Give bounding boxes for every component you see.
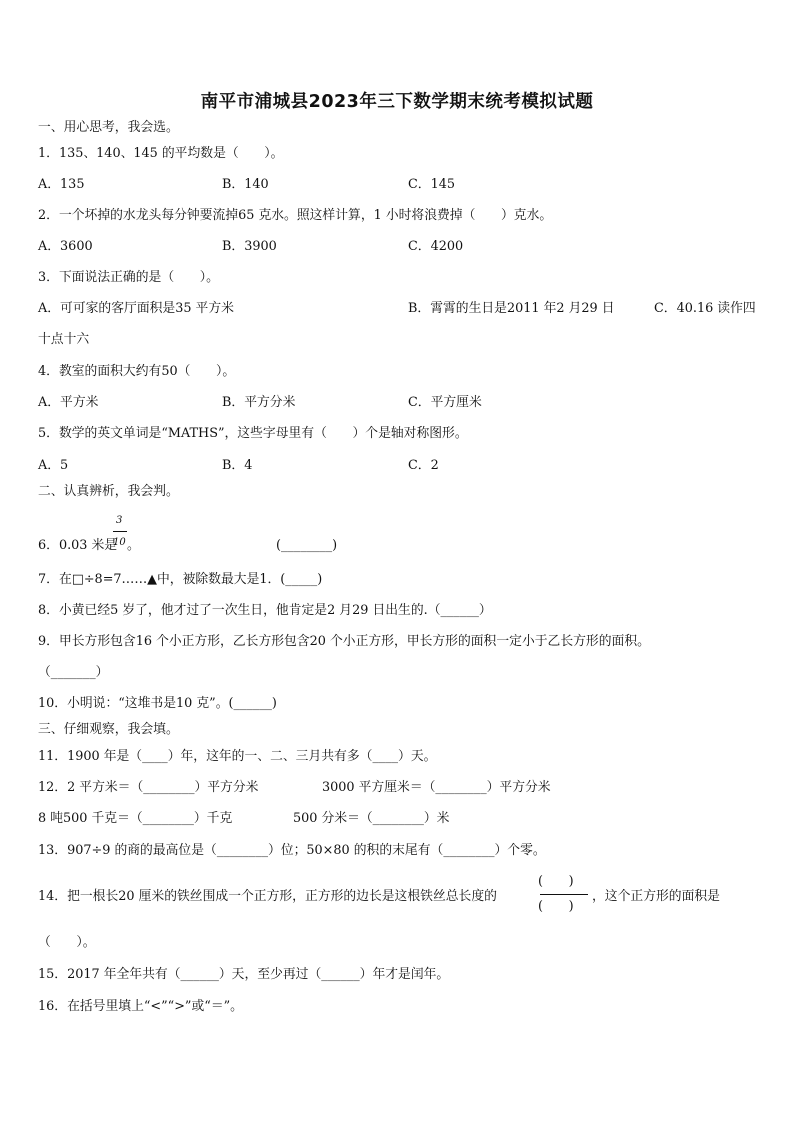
question-6-fraction-denominator: 10 bbox=[113, 537, 126, 548]
question-4-stem: 4．教室的面积大约有50（ ）。 bbox=[38, 364, 236, 379]
question-6-answer-blank[interactable]: (________) bbox=[276, 538, 338, 553]
question-4-option-a: A．平方米 bbox=[38, 395, 99, 410]
question-15-text: 15．2017 年全年共有（______）天，至少再过（______）年才是闰年。 bbox=[38, 967, 450, 982]
question-16-text: 16．在括号里填上“<”“>”或“＝”。 bbox=[38, 999, 243, 1014]
section-heading-2: 二、认真辨析，我会判。 bbox=[38, 484, 179, 499]
question-8-text: 8．小黄已经5 岁了，他才过了一次生日，他肯定是2 月29 日出生的.（______） bbox=[38, 603, 492, 618]
question-3-option-a: A．可可家的客厅面积是35 平方米 bbox=[38, 301, 234, 316]
question-5-option-b: B．4 bbox=[222, 458, 253, 473]
question-9-text: 9．甲长方形包含16 个小正方形，乙长方形包含20 个小正方形，甲长方形的面积一定小于乙长方形的面积。 bbox=[38, 634, 650, 649]
question-11-text: 11．1900 年是（____）年，这年的一、二、三月共有多（____）天。 bbox=[38, 749, 437, 764]
question-4-option-c: C．平方厘米 bbox=[408, 395, 482, 410]
question-2-option-c: C．4200 bbox=[408, 239, 464, 254]
question-5-option-c: C．2 bbox=[408, 458, 439, 473]
question-1-stem: 1．135、140、145 的平均数是（ ）。 bbox=[38, 146, 284, 161]
section-heading-1: 一、用心思考，我会选。 bbox=[38, 120, 179, 135]
question-3-option-c: C．40.16 读作四 bbox=[654, 301, 756, 316]
question-2-stem: 2．一个坏掉的水龙头每分钟要流掉65 克水。照这样计算，1 小时将浪费掉（ ）克水。 bbox=[38, 208, 553, 223]
question-6-text: 6．0.03 米是 bbox=[38, 538, 118, 553]
question-6-tail: 。 bbox=[127, 538, 140, 553]
question-4-option-b: B．平方分米 bbox=[222, 395, 296, 410]
question-3-option-b: B．霄霄的生日是2011 年2 月29 日 bbox=[408, 301, 615, 316]
question-2-option-a: A．3600 bbox=[38, 239, 93, 254]
question-12-part-d: 500 分米＝（________）米 bbox=[293, 811, 450, 826]
question-12-part-b: 3000 平方厘米＝（________）平方分米 bbox=[322, 780, 551, 795]
question-10-text: 10．小明说：“这堆书是10 克”。(______) bbox=[38, 696, 277, 711]
page-title: 南平市浦城县2023年三下数学期末统考模拟试题 bbox=[200, 92, 594, 112]
question-12-part-a: 12．2 平方米＝（________）平方分米 bbox=[38, 780, 259, 795]
question-14-tail: ，这个正方形的面积是 bbox=[592, 889, 720, 904]
question-2-option-b: B．3900 bbox=[222, 239, 277, 254]
question-14-fraction-bar bbox=[540, 894, 588, 895]
question-6-fraction-bar bbox=[113, 531, 127, 532]
question-14-fraction-numerator[interactable]: ( ) bbox=[538, 874, 574, 889]
question-7-text: 7．在□÷8=7……▲中，被除数最大是1．(_____) bbox=[38, 572, 323, 587]
question-14-text: 14．把一根长20 厘米的铁丝围成一个正方形，正方形的边长是这根铁丝总长度的 bbox=[38, 889, 497, 904]
question-1-option-c: C．145 bbox=[408, 177, 456, 192]
question-1-option-a: A．135 bbox=[38, 177, 85, 192]
question-6-fraction-numerator: 3 bbox=[116, 515, 123, 526]
question-3-stem: 3．下面说法正确的是（ ）。 bbox=[38, 270, 219, 285]
section-heading-3: 三、仔细观察，我会填。 bbox=[38, 722, 179, 737]
question-9-answer-blank[interactable]: （_______） bbox=[38, 665, 109, 680]
question-12-part-c: 8 吨500 千克＝（________）千克 bbox=[38, 811, 233, 826]
question-14-fraction-denominator[interactable]: ( ) bbox=[538, 899, 574, 914]
question-5-stem: 5．数学的英文单词是“MATHS”，这些字母里有（ ）个是轴对称图形。 bbox=[38, 426, 468, 441]
question-3-option-c-continued: 十点十六 bbox=[38, 332, 90, 347]
question-13-text: 13．907÷9 的商的最高位是（________）位；50×80 的积的末尾有（________）个零。 bbox=[38, 843, 546, 858]
question-5-option-a: A．5 bbox=[38, 458, 69, 473]
question-14-answer-blank[interactable]: （ ）。 bbox=[38, 935, 96, 950]
question-1-option-b: B．140 bbox=[222, 177, 269, 192]
